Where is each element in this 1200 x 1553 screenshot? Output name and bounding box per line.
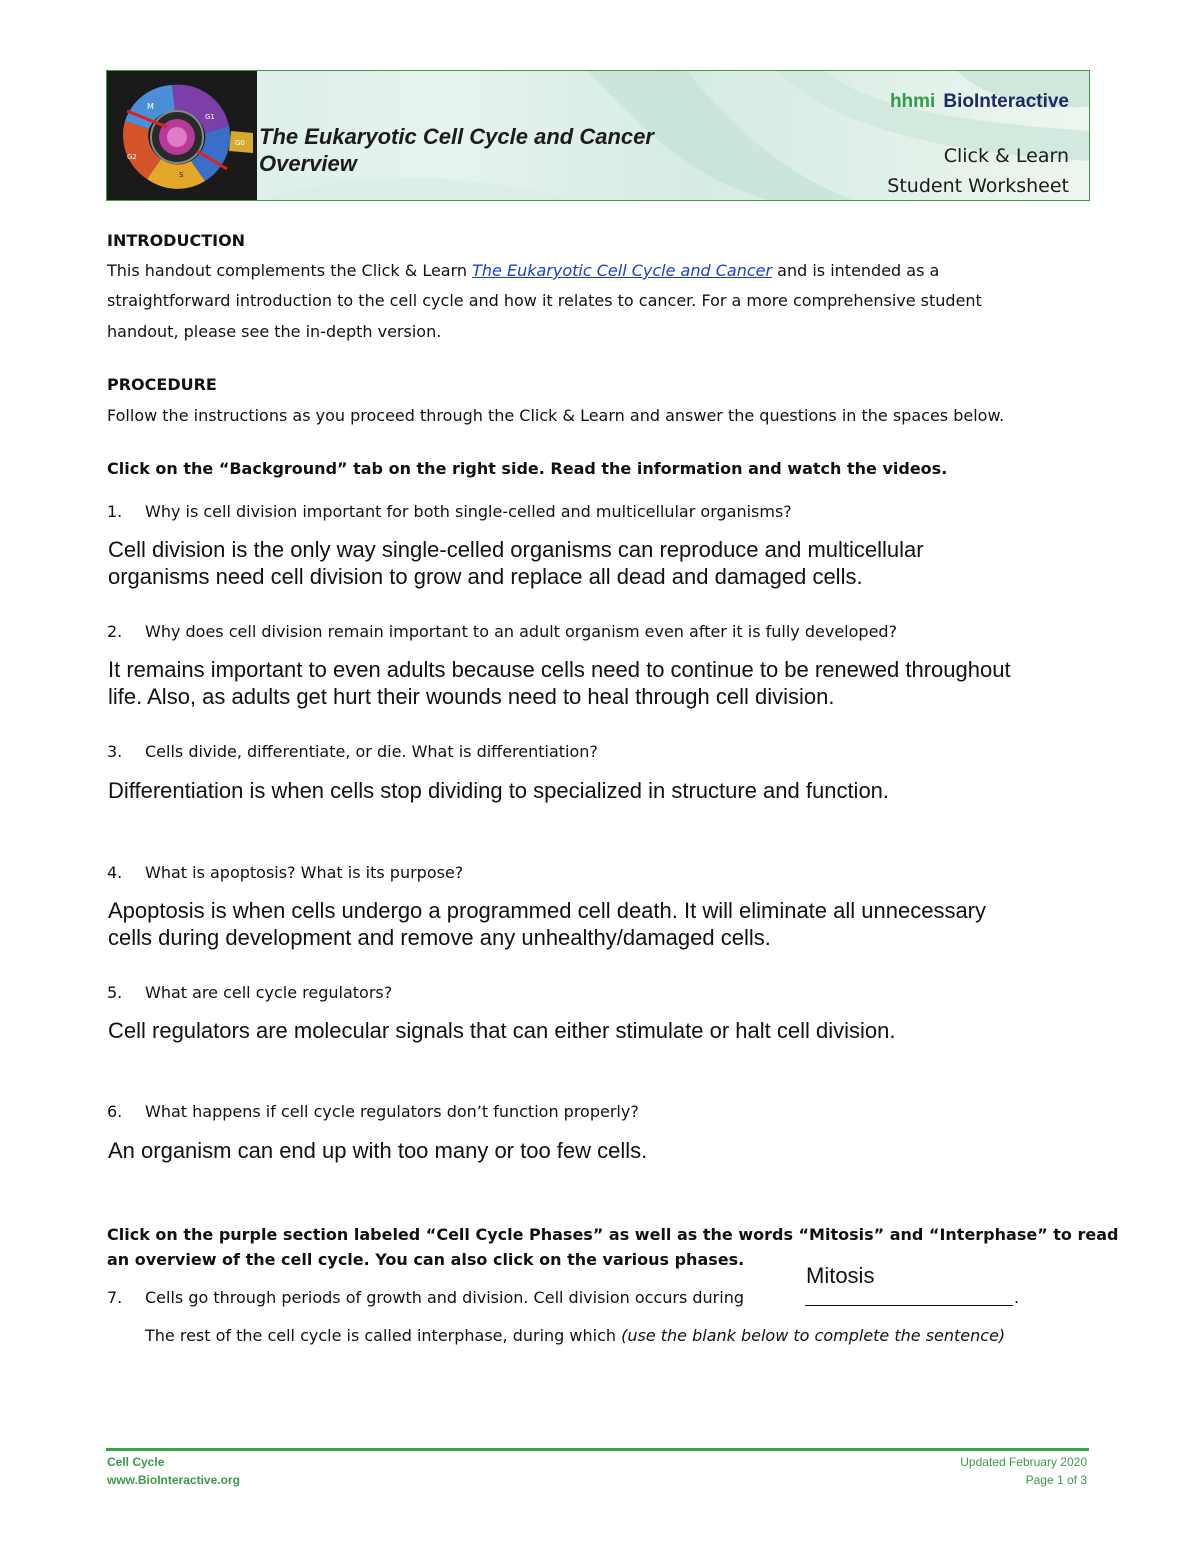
answer-6[interactable]: [108, 1137, 1088, 1164]
answer-line: organisms need cell division to grow and replace all dead and damaged cells.: [108, 564, 863, 589]
question-text: What are cell cycle regulators?: [145, 983, 393, 1002]
answer-line: Cell regulators are molecular signals that can either stimulate or halt cell division.: [108, 1018, 896, 1043]
procedure-text: Follow the instructions as you proceed through the Click & Learn and answer the questions in the spaces below.: [107, 406, 1005, 425]
answer-line: life. Also, as adults get hurt their wounds need to heal through cell division.: [108, 684, 835, 709]
answer-line: An organism can end up with too many or too few cells.: [108, 1138, 648, 1163]
question-text: Why is cell division important for both single-celled and multicellular organisms?: [145, 502, 792, 521]
subtitle-line-2: Student Worksheet: [887, 175, 1069, 197]
question-number: 6.: [107, 1102, 123, 1121]
footer-page-number: Page 1 of 3: [1025, 1473, 1087, 1487]
question-number: 7.: [107, 1288, 123, 1307]
answer-blank-line: [805, 1305, 1013, 1306]
svg-text:G0: G0: [235, 139, 245, 147]
answer-line: It remains important to even adults because cells need to continue to be renewed throughout: [108, 657, 1011, 682]
cell-cycle-logo: [107, 71, 257, 200]
question-5: [107, 983, 392, 1002]
question-2: [107, 622, 897, 641]
blank-instruction: (use the blank below to complete the sentence): [621, 1326, 1006, 1345]
cell-cycle-wheel-icon: [107, 71, 257, 200]
procedure-heading: PROCEDURE: [107, 375, 217, 394]
answer-2[interactable]: [108, 656, 1088, 710]
question-text: What happens if cell cycle regulators don’t function properly?: [145, 1102, 639, 1121]
brand-hhmi: hhmi: [889, 91, 936, 112]
svg-text:G2: G2: [127, 153, 137, 161]
header-banner: [106, 70, 1090, 201]
interphase-text: The rest of the cell cycle is called interphase, during which: [145, 1326, 622, 1345]
question-number: 1.: [107, 502, 123, 521]
svg-text:S: S: [179, 171, 184, 179]
phases-instruction-line-2: an overview of the cell cycle. You can also click on the various phases.: [107, 1250, 745, 1269]
question-number: 3.: [107, 742, 123, 761]
footer-website-link[interactable]: www.BioInteractive.org: [107, 1473, 240, 1487]
answer-1[interactable]: [108, 536, 1088, 590]
phases-instruction-line-1: Click on the purple section labeled “Cell Cycle Phases” as well as the words “Mitosis” and “Interphase” to read: [107, 1225, 1119, 1244]
title-line-2: Overview: [259, 151, 357, 176]
question-text: Why does cell division remain important to an adult organism even after it is fully developed?: [145, 622, 898, 641]
brand-logo: [890, 91, 1069, 113]
question-6: [107, 1102, 639, 1121]
answer-line: Differentiation is when cells stop dividing to specialized in structure and function.: [108, 778, 890, 803]
answer-4[interactable]: [108, 897, 1088, 951]
banner-subtitle: [887, 141, 1069, 201]
brand-name: BioInteractive: [943, 91, 1069, 112]
question-number: 4.: [107, 863, 123, 882]
svg-text:M: M: [147, 102, 154, 111]
footer-rule: [106, 1448, 1089, 1451]
intro-line-2: straightforward introduction to the cell cycle and how it relates to cancer. For a more comprehensive student: [107, 291, 982, 310]
intro-line-3: handout, please see the in-depth version.: [107, 322, 442, 341]
intro-text-after-link: and is intended as a: [772, 261, 940, 280]
svg-text:G1: G1: [205, 113, 215, 121]
answer-3[interactable]: [108, 777, 1088, 804]
footer-topic: Cell Cycle: [107, 1455, 165, 1469]
question-7-line-2: [145, 1326, 1005, 1345]
title-line-1: The Eukaryotic Cell Cycle and Cancer: [259, 124, 654, 149]
background-instruction: Click on the “Background” tab on the right side. Read the information and watch the videos.: [107, 459, 948, 478]
question-1: [107, 502, 792, 521]
answer-line: cells during development and remove any unhealthy/damaged cells.: [108, 925, 771, 950]
question-number: 2.: [107, 622, 123, 641]
footer-updated-date: Updated February 2020: [960, 1455, 1087, 1469]
question-7: [107, 1288, 744, 1307]
intro-line-1: [107, 261, 939, 280]
question-7-period: .: [1014, 1288, 1020, 1307]
worksheet-title: [259, 123, 654, 177]
question-3: [107, 742, 598, 761]
subtitle-line-1: Click & Learn: [943, 145, 1069, 167]
question-text: Cells divide, differentiate, or die. What is differentiation?: [145, 742, 598, 761]
question-text: What is apoptosis? What is its purpose?: [145, 863, 464, 882]
answer-5[interactable]: [108, 1017, 1088, 1044]
answer-line: Cell division is the only way single-celled organisms can reproduce and multicellular: [108, 537, 924, 562]
question-number: 5.: [107, 983, 123, 1002]
answer-line: Apoptosis is when cells undergo a programmed cell death. It will eliminate all unnecessary: [108, 898, 987, 923]
question-4: [107, 863, 463, 882]
intro-heading: INTRODUCTION: [107, 231, 246, 250]
answer-7-mitosis[interactable]: Mitosis: [806, 1263, 875, 1288]
click-and-learn-link[interactable]: The Eukaryotic Cell Cycle and Cancer: [472, 261, 773, 280]
question-text: Cells go through periods of growth and division. Cell division occurs during: [145, 1288, 744, 1307]
intro-text-before-link: This handout complements the Click & Learn: [107, 261, 473, 280]
